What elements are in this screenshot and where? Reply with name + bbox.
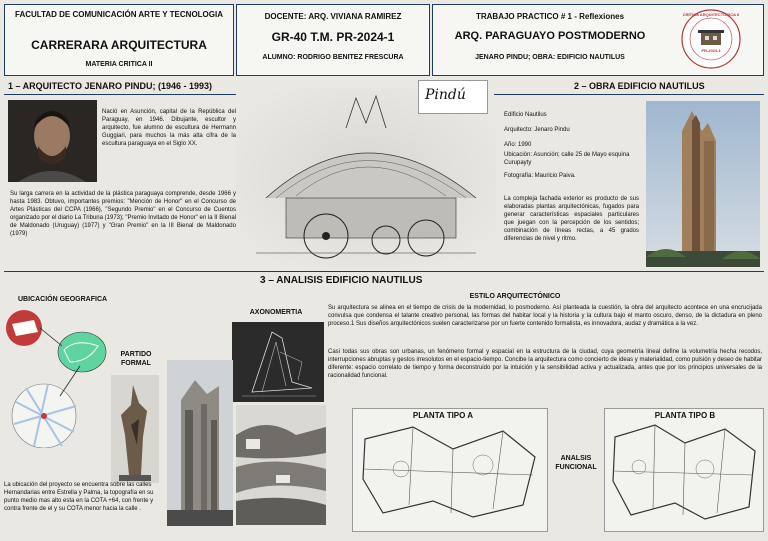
plan-a [352, 408, 548, 532]
nautilus-photo [646, 101, 760, 267]
building-photo-credit: Fotografía: Mauricio Paiva. [504, 173, 576, 179]
architect-portrait [8, 100, 97, 182]
building-description: La compleja fachada exterior es producto de sus elaboradas plantas arquitectónicas, fugados para generar características espaciales particulares que juegan con la percepción de los sentidos; combinación de líneas rectas, a 45 grados diferencias de nivel y ritmo. [504, 196, 639, 242]
partido-sculpture [111, 375, 159, 483]
plan-b [604, 408, 764, 532]
style-text-2: Casi todas sus obras son urbanas, un fenómeno formal y espacial en la estructura de la ciudad, cuya geometría lineal define la volumetría hecha recodos, interrupciones abruptas y gestos irresolutos en el espacio-tiempo. Concibe la arquitectura como concierto de ideas y materialidad, como pulsión y deseo de habitar diferente: espacio correlato de tiempo y forma deconstruido por la intuición y la sensibilidad activa y actualizada, antes que por los principios universales de la racionalidad funcional. [328, 349, 762, 379]
section1-title: 1 – ARQUITECTO JENARO PINDU; (1946 - 1993) [8, 81, 213, 91]
style-text-1: Su arquitectura se alinea en el tiempo de crisis de la modernidad, lo posmoderno. Así planteada la cuestión, la obra del arquitecto acontece en una encrucijada convulsa que condensa el talante creativo personal, las formas del habitar local y la historia y la cultura bajo el manto oscuro, denso, de la dictadura en pleno proceso.1 Sus diseños arquitectónicos suelen caracterizarse por un fuerte contenido formalista, es innovadora, audaz y dramática a la vez. [328, 305, 762, 327]
building-name: Edificio Nautilus [504, 112, 547, 118]
architect-bio-1: Nació en Asunción, capital de la República del Paraguay, en 1946. Dibujante, escultor y arquitecto, fue alumno de escultura de Hermann Guggiari, para muchos la más alta cifra de la escultura paraguaya en el Siglo XX. [102, 109, 236, 147]
building-year: Año: 1990 [504, 142, 532, 148]
location-description: La ubicación del proyecto se encuentra sobre las calles Hernandarias entre Estrella y Palma, la topografía en su punto medio mas alto esta en la COTA +64, con frente y contra frente de el y su COTA menor hacia la calle . [4, 482, 154, 512]
work-title: JENARO PINDU; OBRA: EDIFICIO NAUTILUS [475, 54, 625, 61]
building-location: Ubicación: Asunción; calle 25 de Mayo esquina Curupayty [504, 152, 630, 166]
axonometry-drawing [232, 322, 324, 402]
plan-b-label: PLANTA TIPO B [654, 411, 716, 420]
location-maps [4, 306, 112, 448]
architect-bio-2: Su larga carrera en la actividad de la plástica paraguaya comprende, desde 1966 y hasta 1983. Obtuvo, importantes premios: "Mención de Honor" en el Concurso de Artes Plásticas del CCPA (1966), "Segundo Premio" en el Concurso de Cuentos organizado por el diario La Tribuna (1973); "Premio Invitado de Honor" en la II Bienal de Maldonado (Uruguay) (1977) y "Gran Premio" en la III Bienal de Maldonado (1979) [10, 191, 236, 237]
building-architect: Arquitecto: Jenaro Pindu [504, 127, 570, 133]
section2-rule [494, 94, 764, 95]
signature: Pindú [425, 87, 466, 103]
career-name: CARRERARA ARQUITECTURA [31, 38, 207, 52]
style-label: ESTILO ARQUITECTÓNICO [469, 293, 561, 300]
student-name: ALUMNO: RODRIGO BENITEZ FRESCURA [262, 54, 404, 61]
analysis-label: ANALSIS FUNCIONAL [555, 455, 597, 471]
facade-photo-2 [236, 405, 326, 525]
section3-title: 3 – ANALISIS EDIFICIO NAUTILUS [260, 275, 423, 286]
teacher-name: DOCENTE: ARQ. VIVIANA RAMIREZ [264, 12, 402, 21]
plan-a-label: PLANTA TIPO A [412, 411, 474, 420]
logo-text: CRÍTICA ARQUITECTÓNICA II [682, 12, 740, 17]
subject-name: MATERIA CRITICA II [85, 61, 153, 68]
partido-label: PARTIDO FORMAL [120, 351, 152, 367]
section2-title: 2 – OBRA EDIFICIO NAUTILUS [574, 81, 705, 91]
facade-photo-1 [167, 360, 233, 526]
assignment-title: TRABAJO PRACTICO # 1 - Reflexiones [475, 12, 625, 21]
axonometry-label: AXONOMERTIA [249, 309, 303, 316]
architect-sketch [236, 88, 496, 266]
section3-rule [4, 271, 764, 272]
logo-sub: PR-2024-1 [701, 48, 721, 53]
faculty-name: FACULTAD DE COMUNICACIÓN ARTE Y TECNOLOGIA [15, 10, 223, 19]
group-code: GR-40 T.M. PR-2024-1 [271, 30, 395, 44]
signature-box [418, 80, 488, 114]
location-label: UBICACIÓN GEOGRAFICA [18, 296, 108, 303]
course-logo [680, 8, 742, 70]
topic-title: ARQ. PARAGUAYO POSTMODERNO [454, 30, 646, 42]
